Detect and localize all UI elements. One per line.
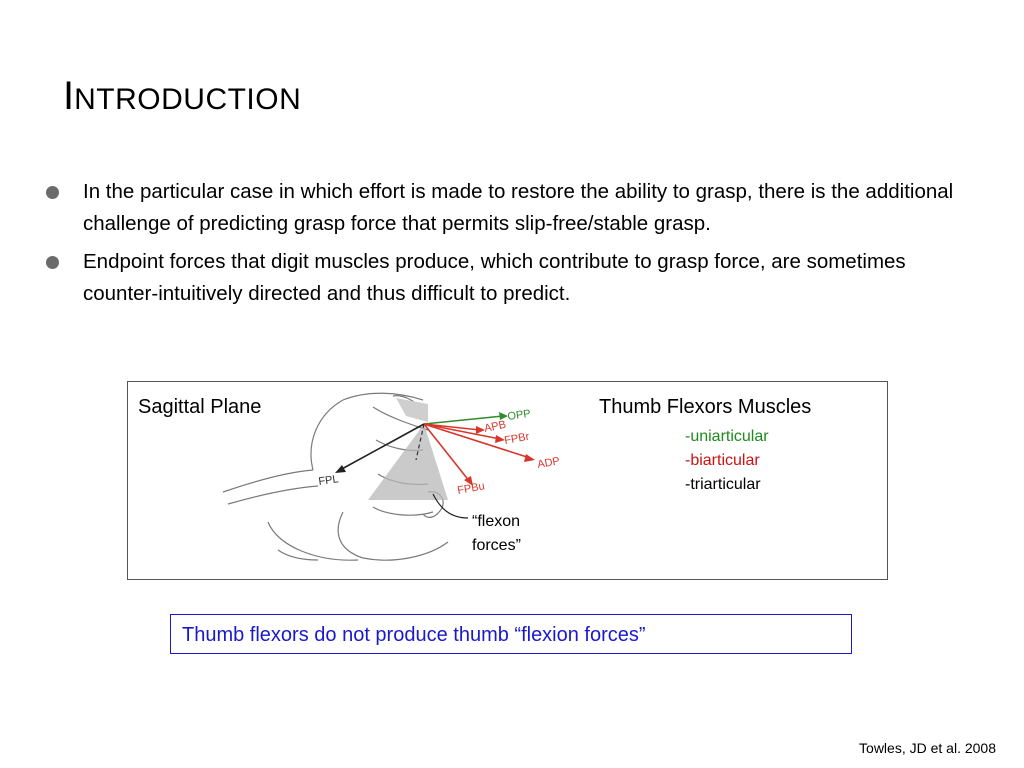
adp-label: ADP [536, 455, 561, 471]
opp-label: OPP [506, 407, 532, 423]
slide-title [63, 72, 301, 124]
fpl-label: FPL [317, 473, 340, 488]
legend-triarticular: -triarticular [685, 476, 761, 493]
bullet-text: Endpoint forces that digit muscles produce, which contribute to grasp force, are sometimes counter-intuitively directed and thus difficult to predict. [83, 250, 906, 305]
title-initial: I [63, 74, 75, 118]
fpbr-label: FPBr [503, 430, 531, 447]
legend-uniarticular: -uniarticular [685, 428, 769, 445]
bullet-dot-icon [46, 256, 59, 269]
sagittal-plane-label: Sagittal Plane [138, 396, 262, 418]
bullet-list [44, 176, 964, 316]
apb-label: APB [483, 418, 508, 435]
thumb-tip-shape [396, 398, 428, 422]
citation: Towles, JD et al. 2008 [859, 740, 996, 756]
callout-box [170, 614, 852, 654]
flexion-label-line2: forces” [472, 537, 521, 554]
thumb-flexors-label: Thumb Flexors Muscles [599, 396, 812, 418]
flexion-label-line1: “flexon [472, 513, 521, 530]
force-cone-shape [368, 424, 448, 500]
callout-text: Thumb flexors do not produce thumb “flexion forces” [182, 624, 646, 646]
fpbu-label: FPBu [456, 480, 486, 497]
bullet-item [44, 176, 964, 240]
bullet-text: In the particular case in which effort is made to restore the ability to grasp, there is the additional challenge of predicting grasp force that permits slip-free/stable grasp. [83, 180, 954, 235]
title-rest: NTRODUCTION [74, 83, 302, 116]
legend-biarticular: -biarticular [685, 452, 760, 469]
adp-arrowhead-icon [524, 454, 535, 462]
flexion-forces-label [472, 510, 521, 558]
bullet-dot-icon [46, 186, 59, 199]
bullet-item [44, 246, 964, 310]
figure-panel [127, 381, 888, 580]
fpl-arrowhead-icon [335, 465, 346, 473]
